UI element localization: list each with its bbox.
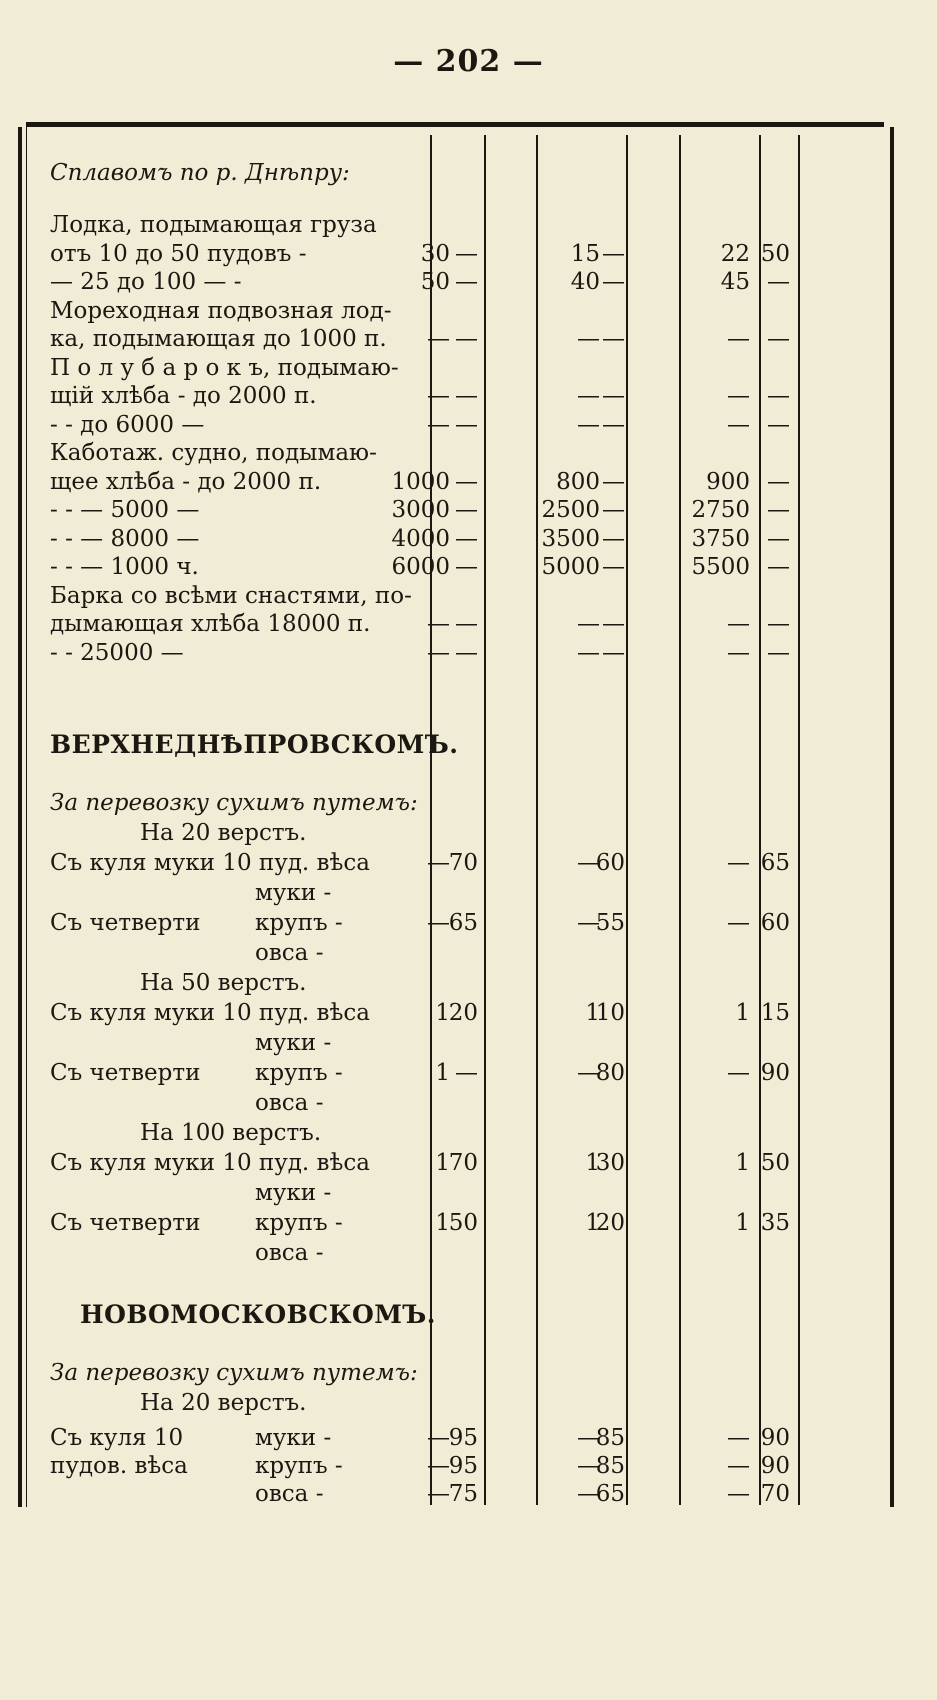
dnieper-cell-c3: 800 (556, 468, 600, 495)
dnieper-cell-c4: — (602, 639, 625, 666)
value-cell-2: 75 (448, 1481, 478, 1507)
value-cell-1: — (427, 850, 450, 876)
dnieper-row (40, 440, 900, 470)
dnieper-cell-c1: — (427, 326, 450, 352)
value-cell-2: — (455, 1060, 478, 1086)
dnieper-cell-c3: — (577, 326, 600, 352)
value-cell-5: 1 (735, 1210, 750, 1236)
upper-r20-chetv-row (40, 910, 900, 940)
upper-r100-kul-row (40, 1150, 900, 1180)
value-cell-4: 85 (595, 1425, 625, 1451)
dnieper-cell-c2: — (455, 411, 478, 438)
value-cell-4: 20 (595, 1210, 625, 1236)
dnieper-cell-c1: 1000 (391, 468, 450, 495)
dnieper-cell-c3: — (577, 611, 600, 637)
upper-d20-label: На 20 верстъ. (140, 820, 307, 846)
value-cell-5: — (727, 1060, 750, 1086)
novo-d20-label: На 20 верстъ. (140, 1390, 307, 1416)
page-number: — 202 — (393, 44, 544, 79)
upper-r20-kind-3 (40, 940, 900, 970)
value-cell-6: 15 (760, 1000, 790, 1026)
dnieper-row-label: — 25 до 100 — - (50, 269, 242, 295)
value-cell-4: 60 (595, 850, 625, 876)
dnieper-cell-c4: — (602, 411, 625, 438)
dnieper-row (40, 355, 900, 385)
upper-kind-muki: муки - (255, 1030, 332, 1056)
value-cell-1: — (427, 1453, 450, 1479)
upper-kul-label: Съ куля муки 10 пуд. вѣса (50, 1150, 370, 1176)
dnieper-cell-c2: — (455, 240, 478, 267)
dnieper-row-label: - - 25000 — (50, 639, 184, 666)
dnieper-row-label: - - — 8000 — (50, 525, 200, 552)
dnieper-row-label: отъ 10 до 50 пудовъ - (50, 240, 307, 267)
value-cell-4: 80 (595, 1060, 625, 1086)
dnieper-cell-c3: 5000 (541, 554, 600, 580)
dnieper-cell-c6: 50 (760, 240, 790, 267)
novo-kind-muki: муки - (255, 1425, 332, 1451)
left-border-line-inner (26, 127, 27, 1507)
value-cell-1: 1 (435, 1000, 450, 1026)
value-cell-6: 90 (760, 1425, 790, 1451)
dnieper-cell-c4: — (602, 525, 625, 552)
dnieper-cell-c6: — (767, 611, 790, 637)
dnieper-cell-c4: — (602, 611, 625, 637)
dnieper-row-label: - - — 1000 ч. (50, 554, 199, 580)
dnieper-cell-c5: — (727, 411, 750, 438)
upper-title-row (40, 730, 900, 760)
upper-kind-muki: муки - (255, 880, 332, 906)
value-cell-3: — (577, 1425, 600, 1451)
value-cell-2: 20 (448, 1000, 478, 1026)
dnieper-cell-c5: — (727, 639, 750, 666)
dnieper-cell-c5: 2750 (691, 497, 750, 523)
dnieper-cell-c2: — (455, 269, 478, 295)
value-cell-3: 1 (585, 1000, 600, 1026)
dnieper-cell-c3: 2500 (541, 497, 600, 523)
dnieper-cell-c2: — (455, 468, 478, 495)
value-cell-3: — (577, 1060, 600, 1086)
upper-title: ВЕРХНЕДНѢПРОВСКОМЪ. (50, 730, 459, 759)
value-cell-4: 85 (595, 1453, 625, 1479)
dnieper-cell-c4: — (602, 554, 625, 580)
dnieper-cell-c5: 5500 (691, 554, 750, 580)
dnieper-row-label: дымающая хлѣба 18000 п. (50, 611, 371, 637)
dnieper-cell-c3: 3500 (541, 525, 600, 552)
novo-title: НОВОМОСКОВСКОМЪ. (80, 1300, 437, 1329)
dnieper-cell-c4: — (602, 240, 625, 267)
dnieper-cell-c3: — (577, 383, 600, 409)
value-cell-5: — (727, 1453, 750, 1479)
value-cell-3: — (577, 910, 600, 936)
value-cell-5: — (727, 1425, 750, 1451)
upper-chetv-label: Съ четверти (50, 1060, 201, 1086)
dnieper-cell-c4: — (602, 326, 625, 352)
value-cell-3: 1 (585, 1150, 600, 1176)
novo-row-oves (40, 1481, 900, 1511)
value-cell-5: — (727, 850, 750, 876)
upper-kind-krup: крупъ - (255, 1060, 343, 1086)
dnieper-row-label: - - — 5000 — (50, 497, 200, 523)
value-cell-1: — (427, 1425, 450, 1451)
value-cell-5: 1 (735, 1150, 750, 1176)
dnieper-row-label: Лодка, подымающая груза (50, 212, 377, 238)
dnieper-cell-c6: — (767, 269, 790, 295)
upper-kind-oves: овса - (255, 940, 324, 966)
value-cell-3: 1 (585, 1210, 600, 1236)
dnieper-row (40, 212, 900, 242)
dnieper-cell-c6: — (767, 468, 790, 495)
upper-r100-chetv-row (40, 1210, 900, 1240)
upper-r50-kind-1 (40, 1030, 900, 1060)
upper-chetv-label: Съ четверти (50, 1210, 201, 1236)
dnieper-row (40, 412, 900, 442)
upper-chetv-label: Съ четверти (50, 910, 201, 936)
dnieper-cell-c3: — (577, 639, 600, 666)
dnieper-row (40, 241, 900, 271)
upper-kind-krup: крупъ - (255, 1210, 343, 1236)
upper-kind-muki: муки - (255, 1180, 332, 1206)
dnieper-cell-c6: — (767, 525, 790, 552)
novo-kind-krup: крупъ - (255, 1453, 343, 1479)
dnieper-cell-c4: — (602, 269, 625, 295)
value-cell-5: — (727, 910, 750, 936)
value-cell-1: — (427, 910, 450, 936)
dnieper-cell-c5: — (727, 326, 750, 352)
dnieper-row (40, 469, 900, 499)
dnieper-cell-c6: — (767, 497, 790, 523)
value-cell-2: 65 (448, 910, 478, 936)
value-cell-1: 1 (435, 1210, 450, 1236)
value-cell-2: 95 (448, 1425, 478, 1451)
dnieper-row (40, 269, 900, 299)
novo-kind-oves: овса - (255, 1481, 324, 1507)
value-cell-2: 95 (448, 1453, 478, 1479)
dnieper-cell-c2: — (455, 497, 478, 523)
dnieper-row (40, 583, 900, 613)
dnieper-row (40, 326, 900, 356)
novo-row-krup (40, 1453, 900, 1483)
novo-title-row (40, 1300, 900, 1330)
dnieper-cell-c5: — (727, 383, 750, 409)
value-cell-6: 70 (760, 1481, 790, 1507)
upper-d20-row (40, 820, 900, 850)
dnieper-row-label: Барка со всѣми снастями, по- (50, 582, 412, 609)
upper-d100-row (40, 1120, 900, 1150)
value-cell-5: — (727, 1481, 750, 1507)
upper-r100-kind-3 (40, 1240, 900, 1270)
dnieper-row-label: щій хлѣба - до 2000 п. (50, 383, 317, 409)
dnieper-cell-c1: 50 (420, 269, 450, 295)
left-border-line (18, 127, 22, 1507)
value-cell-6: 90 (760, 1060, 790, 1086)
value-cell-4: 30 (595, 1150, 625, 1176)
novo-label-1: Съ куля 10 (50, 1425, 184, 1451)
value-cell-3: — (577, 1453, 600, 1479)
upper-d100-label: На 100 верстъ. (140, 1120, 322, 1146)
dnieper-cell-c2: — (455, 554, 478, 580)
dnieper-cell-c4: — (602, 468, 625, 495)
upper-subtitle: За перевозку сухимъ путемъ: (50, 790, 418, 816)
value-cell-6: 60 (760, 910, 790, 936)
dnieper-cell-c1: — (427, 639, 450, 666)
novo-d20-row (40, 1390, 900, 1420)
value-cell-3: — (577, 1481, 600, 1507)
value-cell-1: — (427, 1481, 450, 1507)
dnieper-cell-c2: — (455, 611, 478, 637)
dnieper-row-label: щее хлѣба - до 2000 п. (50, 468, 322, 495)
value-cell-6: 35 (760, 1210, 790, 1236)
dnieper-row (40, 611, 900, 641)
dnieper-row-label: ка, подымающая до 1000 п. (50, 326, 387, 352)
dnieper-cell-c2: — (455, 639, 478, 666)
dnieper-cell-c1: — (427, 411, 450, 438)
value-cell-4: 10 (595, 1000, 625, 1026)
value-cell-4: 65 (595, 1481, 625, 1507)
upper-r50-kul-row (40, 1000, 900, 1030)
dnieper-heading: Сплавомъ по р. Днѣпру: (50, 160, 350, 186)
value-cell-3: — (577, 850, 600, 876)
dnieper-cell-c1: — (427, 383, 450, 409)
dnieper-cell-c5: — (727, 611, 750, 637)
upper-r100-kind-1 (40, 1180, 900, 1210)
dnieper-cell-c5: 22 (720, 240, 750, 267)
dnieper-cell-c5: 3750 (691, 525, 750, 552)
upper-d50-row (40, 970, 900, 1000)
dnieper-row-label: П о л у б а р о к ъ, подымаю- (50, 354, 399, 381)
dnieper-cell-c3: 40 (570, 269, 600, 295)
value-cell-6: 90 (760, 1453, 790, 1479)
dnieper-cell-c5: 45 (720, 269, 750, 295)
upper-kind-krup: крупъ - (255, 910, 343, 936)
dnieper-cell-c6: — (767, 554, 790, 580)
upper-r20-kul-row (40, 850, 900, 880)
value-cell-2: 70 (448, 1150, 478, 1176)
value-cell-1: 1 (435, 1150, 450, 1176)
novo-subtitle: За перевозку сухимъ путемъ: (50, 1360, 418, 1386)
upper-r50-kind-3 (40, 1090, 900, 1120)
dnieper-row (40, 640, 900, 670)
dnieper-cell-c3: — (577, 411, 600, 438)
value-cell-5: 1 (735, 1000, 750, 1026)
upper-kind-oves: овса - (255, 1240, 324, 1266)
dnieper-row-label: - - до 6000 — (50, 411, 205, 438)
dnieper-cell-c6: — (767, 411, 790, 438)
novo-subtitle-row (40, 1360, 900, 1390)
dnieper-cell-c1: 6000 (391, 554, 450, 580)
dnieper-cell-c6: — (767, 383, 790, 409)
dnieper-cell-c2: — (455, 383, 478, 409)
dnieper-row (40, 383, 900, 413)
dnieper-row (40, 298, 900, 328)
novo-row-muki (40, 1425, 900, 1455)
upper-subtitle-row (40, 790, 900, 820)
upper-kind-oves: овса - (255, 1090, 324, 1116)
upper-r50-chetv-row (40, 1060, 900, 1090)
dnieper-cell-c1: 4000 (391, 525, 450, 552)
value-cell-2: 50 (448, 1210, 478, 1236)
value-cell-6: 50 (760, 1150, 790, 1176)
dnieper-cell-c4: — (602, 497, 625, 523)
upper-kul-label: Съ куля муки 10 пуд. вѣса (50, 850, 370, 876)
dnieper-row-label: Мореходная подвозная лод- (50, 297, 392, 324)
value-cell-1: 1 (435, 1060, 450, 1086)
dnieper-row (40, 526, 900, 556)
value-cell-6: 65 (760, 850, 790, 876)
dnieper-cell-c5: 900 (706, 468, 750, 495)
dnieper-cell-c2: — (455, 326, 478, 352)
dnieper-row (40, 554, 900, 584)
dnieper-row-label: Каботаж. судно, подымаю- (50, 440, 377, 466)
dnieper-cell-c4: — (602, 383, 625, 409)
dnieper-cell-c1: 3000 (391, 497, 450, 523)
dnieper-cell-c6: — (767, 326, 790, 352)
dnieper-cell-c2: — (455, 525, 478, 552)
dnieper-cell-c1: 30 (420, 240, 450, 267)
dnieper-row (40, 497, 900, 527)
novo-label-2: пудов. вѣса (50, 1453, 188, 1479)
value-cell-4: 55 (595, 910, 625, 936)
upper-r20-kind-1 (40, 880, 900, 910)
value-cell-2: 70 (448, 850, 478, 876)
upper-kul-label: Съ куля муки 10 пуд. вѣса (50, 1000, 370, 1026)
dnieper-cell-c1: — (427, 611, 450, 637)
upper-d50-label: На 50 верстъ. (140, 970, 307, 996)
dnieper-cell-c3: 15 (570, 240, 600, 267)
dnieper-cell-c6: — (767, 639, 790, 666)
section-heading-row (40, 160, 900, 190)
